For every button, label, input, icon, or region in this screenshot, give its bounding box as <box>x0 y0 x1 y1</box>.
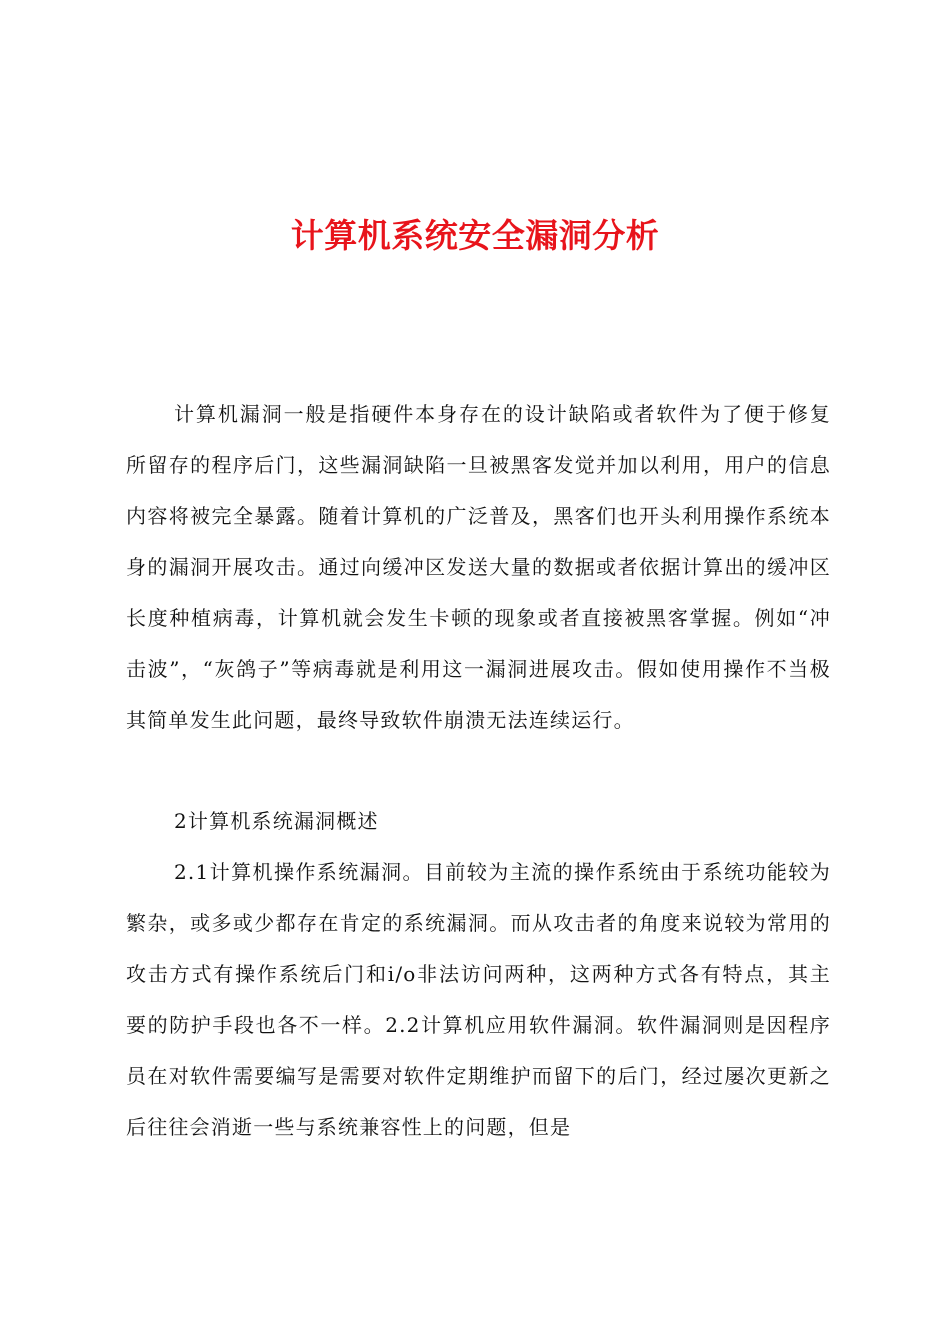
paragraph-os-vulnerability: 2.1计算机操作系统漏洞。目前较为主流的操作系统由于系统功能较为繁杂，或多或少都存在肯定的系统漏洞。而从攻击者的角度来说较为常用的攻击方式有操作系统后门和i/o非法访问两种，这两种方式各有特点，其主要的防护手段也各不一样。2.2计算机应用软件漏洞。软件漏洞则是因程序员在对软件需要编写是需要对软件定期维护而留下的后门，经过屡次更新之后往往会消逝一些与系统兼容性上的问题，但是 <box>126 860 831 1139</box>
section-heading-overview: 2计算机系统漏洞概述 <box>174 809 379 833</box>
document-title: 计算机系统安全漏洞分析 <box>290 216 660 255</box>
paragraph-intro: 计算机漏洞一般是指硬件本身存在的设计缺陷或者软件为了便于修复所留存的程序后门，这些漏洞缺陷一旦被黑客发觉并加以利用，用户的信息内容将被完全暴露。随着计算机的广泛普及，黑客们也开头利用操作系统本身的漏洞开展攻击。通过向缓冲区发送大量的数据或者依据计算出的缓冲区长度种植病毒，计算机就会发生卡顿的现象或者直接被黑客掌握。例如“冲击波”，“灰鸽子”等病毒就是利用这一漏洞进展攻击。假如使用操作不当极其简单发生此问题，最终导致软件崩溃无法连续运行。 <box>126 402 831 732</box>
